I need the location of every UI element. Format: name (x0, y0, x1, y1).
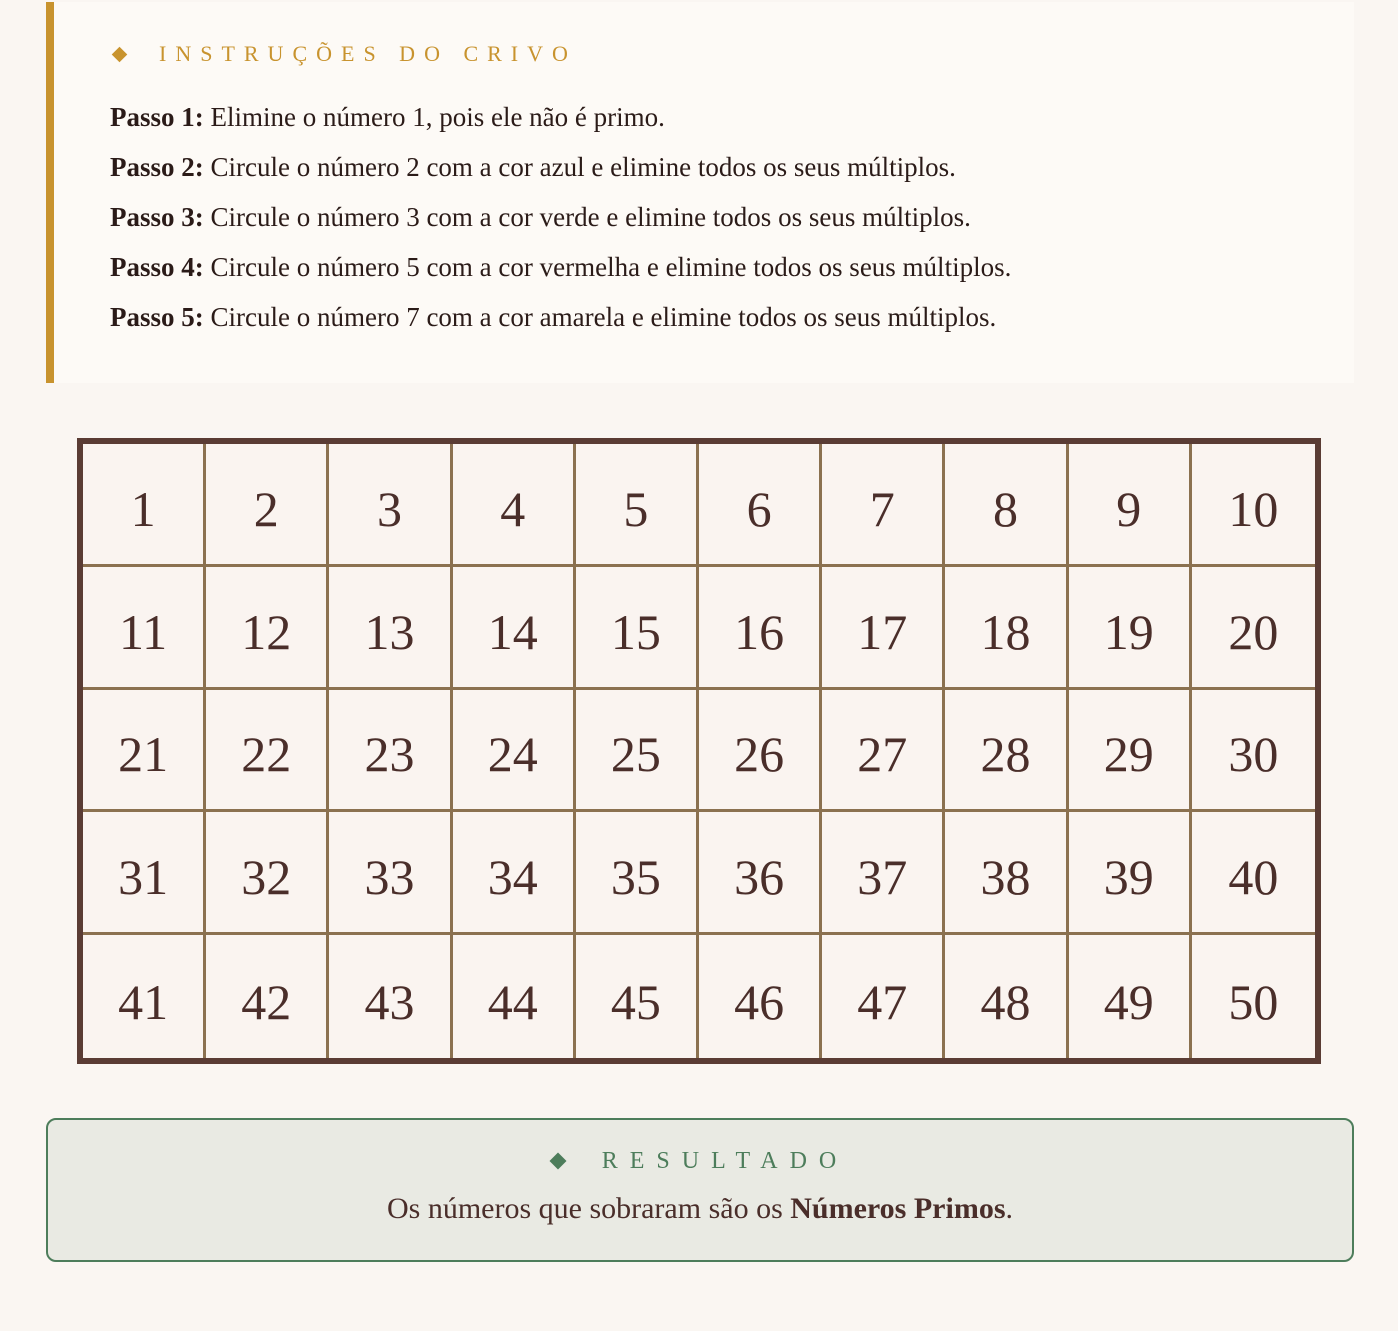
grid-cell[interactable]: 40 (1192, 812, 1315, 935)
grid-cell[interactable]: 32 (206, 812, 329, 935)
grid-cell[interactable]: 28 (945, 690, 1068, 813)
step-4 (110, 242, 1354, 292)
step-2 (110, 142, 1354, 192)
grid-cell[interactable]: 42 (206, 935, 329, 1058)
grid-cell[interactable]: 7 (822, 444, 945, 567)
step-text: Circule o número 5 com a cor vermelha e elimine todos os seus múltiplos. (210, 252, 1012, 282)
step-text: Circule o número 2 com a cor azul e elimine todos os seus múltiplos. (210, 152, 956, 182)
grid-cell[interactable]: 50 (1228, 973, 1279, 1030)
grid-cell[interactable]: 14 (453, 567, 576, 690)
result-panel (46, 1118, 1354, 1262)
grid-cell[interactable]: 17 (822, 567, 945, 690)
grid-cell[interactable]: 41 (83, 935, 206, 1058)
grid-cell[interactable]: 3 (329, 444, 452, 567)
instructions-header (110, 38, 1354, 70)
grid-cell[interactable]: 13 (329, 567, 452, 690)
grid-cell[interactable]: 31 (83, 812, 206, 935)
grid-cell[interactable]: 35 (576, 812, 699, 935)
grid-cell[interactable]: 30 (1192, 690, 1315, 813)
grid-cell[interactable]: 47 (822, 935, 945, 1058)
grid-cell[interactable]: 38 (945, 812, 1068, 935)
step-text: Elimine o número 1, pois ele não é primo. (210, 102, 665, 132)
grid-cell[interactable]: 21 (83, 690, 206, 813)
step-text: Circule o número 7 com a cor amarela e elimine todos os seus múltiplos. (210, 302, 997, 332)
step-label: Passo 2: (110, 152, 204, 182)
grid-cell[interactable]: 45 (576, 935, 699, 1058)
step-label: Passo 3: (110, 202, 204, 232)
grid-cell[interactable]: 39 (1069, 812, 1192, 935)
grid-cell[interactable]: 25 (576, 690, 699, 813)
grid-cell[interactable]: 36 (699, 812, 822, 935)
grid-cell[interactable]: 22 (206, 690, 329, 813)
instructions-panel (46, 2, 1354, 383)
result-title: RESULTADO (601, 1147, 849, 1174)
grid-cell[interactable]: 18 (945, 567, 1068, 690)
grid-cell[interactable]: 26 (699, 690, 822, 813)
grid-cell[interactable]: 9 (1069, 444, 1192, 567)
grid-cell[interactable]: 43 (329, 935, 452, 1058)
grid-cell[interactable]: 33 (329, 812, 452, 935)
step-text: Circule o número 3 com a cor verde e elimine todos os seus múltiplos. (210, 202, 971, 232)
grid-cell[interactable]: 46 (699, 935, 822, 1058)
grid-cell[interactable]: 24 (453, 690, 576, 813)
grid-cell[interactable]: 49 (1069, 935, 1192, 1058)
grid-cell[interactable]: 19 (1069, 567, 1192, 690)
diamond-icon (112, 46, 128, 62)
grid-cell[interactable]: 4 (453, 444, 576, 567)
result-text (48, 1192, 1352, 1226)
result-text-after: . (1005, 1192, 1013, 1225)
diamond-icon (549, 1153, 566, 1170)
grid-cell[interactable]: 20 (1192, 567, 1315, 690)
grid-cell[interactable]: 10 (1192, 444, 1315, 567)
step-3 (110, 192, 1354, 242)
grid-cell[interactable]: 5 (576, 444, 699, 567)
grid-cell[interactable]: 27 (822, 690, 945, 813)
step-label: Passo 5: (110, 302, 204, 332)
step-label: Passo 1: (110, 102, 204, 132)
grid-cell[interactable]: 2 (206, 444, 329, 567)
grid-cell[interactable]: 8 (945, 444, 1068, 567)
grid-cell[interactable]: 15 (576, 567, 699, 690)
grid-cell[interactable]: 44 (453, 935, 576, 1058)
grid-cell[interactable]: 16 (699, 567, 822, 690)
result-header (48, 1146, 1352, 1176)
grid-cell[interactable]: 48 (945, 935, 1068, 1058)
grid-cell[interactable]: 6 (699, 444, 822, 567)
sieve-grid (77, 438, 1321, 1064)
grid-cell[interactable]: 12 (206, 567, 329, 690)
grid-cell[interactable]: 34 (453, 812, 576, 935)
result-text-before: Os números que sobraram são os (386, 1192, 791, 1225)
grid-cell[interactable]: 1 (83, 444, 206, 567)
grid-cell[interactable]: 37 (822, 812, 945, 935)
grid-cell[interactable]: 23 (329, 690, 452, 813)
result-text-bold: Números Primos (790, 1192, 1006, 1225)
step-5 (110, 292, 1354, 342)
grid-cell[interactable]: 29 (1069, 690, 1192, 813)
step-1 (110, 92, 1354, 142)
grid-cell[interactable]: 11 (83, 567, 206, 690)
instructions-title: INSTRUÇÕES DO CRIVO (159, 41, 577, 66)
step-label: Passo 4: (110, 252, 204, 282)
